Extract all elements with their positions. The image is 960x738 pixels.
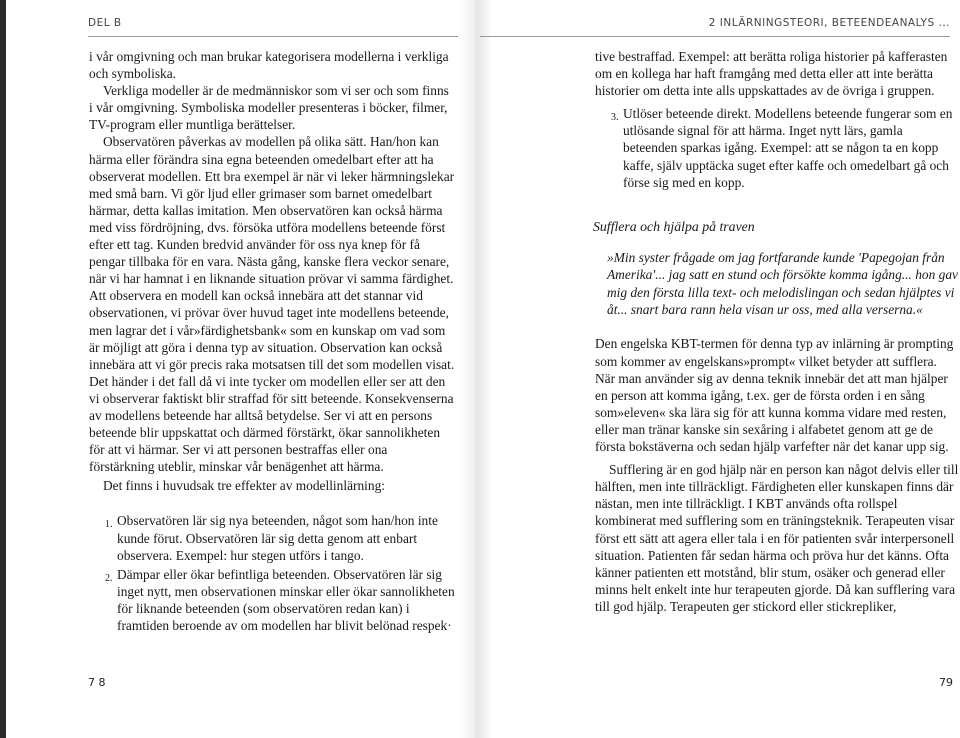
- list-number: 2.: [105, 572, 113, 584]
- page-gutter: [458, 0, 492, 738]
- paragraph: Den engelska KBT-termen för denna typ av inlärning är prompting som kommer av engelskans»prompt« vilket betyder att sufflera. När man använder sig av denna teknik innebär det att man hjälper en person att komma igång, t.ex. ger de första orden i en sång som»eleven« ska lära sig för att kunna komma vidare med resten, eller man tränar kanske sin sexåring i alfabetet genom att ge de första bokstäverna och sedan hjälp varfefter när det kanar upp sig.: [595, 336, 954, 455]
- effects-list: [89, 512, 455, 634]
- list-number: 1.: [105, 519, 113, 531]
- book-spine-edge: [0, 0, 6, 738]
- left-running-head: DEL B: [88, 17, 122, 29]
- list-item: [595, 105, 959, 190]
- list-number: 3.: [611, 112, 619, 124]
- paragraph: i vår omgivning och man brukar kategorisera modellerna i verkliga och symboliska.: [89, 49, 449, 82]
- right-running-head: 2 INLÄRNINGSTEORI, BETEENDEANALYS ...: [708, 17, 950, 29]
- right-head-rule: [480, 36, 950, 37]
- list-item: [89, 512, 455, 563]
- list-item-text: Dämpar eller ökar befintliga beteenden. Observatören lär sig inget nytt, men observationen minskar eller ökar sannolikheten för liknande beteenden (som observatören redan kan) i framtiden beroende av om modellen har blivit belönad respek·: [117, 566, 455, 633]
- paragraph: Sufflering är en god hjälp när en person kan något delvis eller till hälften, men inte tillräckligt. Färdigheten eller kunskapen finns där nästan, men inte tillräckligt. I KBT används ofta rollspel kombinerat med sufflering som en träningsteknik. Terapeuten visar först ett sätt att agera eller tala i en för patienten svår interpersonell situation. Patienten får sedan härma och pröva hur det känns. Ofta känner patienten ett motstånd, blir stum, osäker och generad eller minns helt enkelt inte hur terapeuten gjorde. Då kan sufflering vara till god hjälp. Terapeuten ger stickord eller stickrepliker,: [595, 462, 959, 614]
- left-page-text: [89, 48, 455, 634]
- paragraph: Det finns i huvudsak tre effekter av modellinlärning:: [103, 478, 385, 494]
- paragraph: Verkliga modeller är de medmänniskor som vi ser och som finns i vår omgivning. Symboliska modeller presenteras i böcker, filmer, TV-program eller muntliga berättelser.: [89, 83, 449, 133]
- list-item-text: Observatören lär sig nya beteenden, något som han/hon inte kunde förut. Observatören lär sig detta genom att enbart observera. Exempel: hur stegen utförs i tango.: [117, 513, 438, 563]
- paragraph: Observatören påverkas av modellen på olika sätt. Han/hon kan härma eller förändra sina egna beteenden omedelbart efter att ha observerat modellen. Ett bra exempel är när vi leker härmningslekar med små barn. Vi gör ljud eller grimaser som barnet omedelbart härmar, detta kallas imitation. Men observatören kan också härma med viss fördröjning, dvs. försöka utföra modellens beteende först efter ett tag. Kunden bredvid använder för oss nya knep för få pengar tillbaka för en vara. Nästa gång, kanske flera veckor senare, när vi har hamnat i en liknande situation prövar vi samma färdighet. Att observera en modell kan också innebära att det stannar vid observationen, vi prövar över huvud taget inte modellens beteende, men lagrar det i vår»färdighetsbank« som en kunskap om vad som är möjligt att göra i denna typ av situation. Observation kan också innebära att vi gör precis raka motsatsen till det som modellen visat. Det händer i det fall då vi inte tycker om modellen eller ser att den vi observerar faktiskt blir straffad för sitt beteende. Konsekvenserna av modellens beteende har alltså betydelse. Ser vi att en persons beteende blir uppskattat och därmed förstärkt, ökar sannolikheten för att vi härmar. Ser vi att personen bestraffas eller ona förstärkning uteblir, minskar vår benägenhet att härma.: [89, 134, 455, 475]
- left-head-rule: [88, 36, 458, 37]
- section-heading: Sufflera och hjälpa på traven: [593, 218, 755, 234]
- left-page-number: 7 8: [88, 676, 106, 689]
- list-item-text: Utlöser beteende direkt. Modellens beteende fungerar som en utlösande signal för att härma. Inget nytt lärs, gamla beteenden sparkas igång. Exempel: att se någon ta en kopp kaffe, själv upptäcka suget efter kaffe och omedelbart gå och förse sig med en kopp.: [623, 106, 953, 190]
- right-page-number: 79: [939, 676, 953, 689]
- right-page-text: [595, 48, 959, 615]
- list-item: [89, 566, 455, 634]
- block-quote: »Min syster frågade om jag fortfarande kunde 'Papegojan från Amerika'... jag satt en stund och försökte komma igång... hon gav mig den första lilla text- och melodislingan och sedan hjälptes vi åt... snart bara rann hela visan ur oss, med alla verserna.«: [607, 249, 958, 318]
- paragraph: tive bestraffad. Exempel: att berätta roliga historier på kafferasten om en kollega har haft framgång med detta eller att inte berätta historier om detta inte alls uppskattades av de övriga i gruppen.: [595, 49, 948, 99]
